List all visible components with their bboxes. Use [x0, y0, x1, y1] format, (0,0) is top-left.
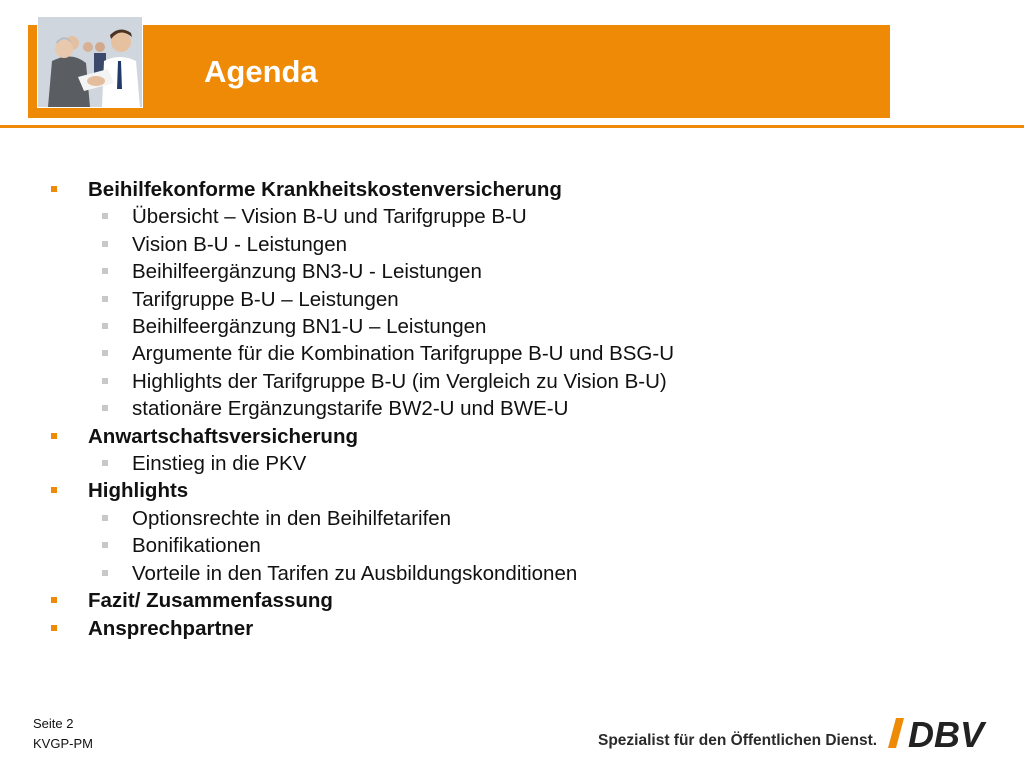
agenda-subitem-label: Beihilfeergänzung BN1-U – Leistungen [132, 315, 487, 339]
agenda-subitem-label: Optionsrechte in den Beihilfetarifen [132, 506, 452, 530]
header-divider [0, 125, 1024, 128]
company-slogan: Spezialist für den Öffentlichen Dienst. [598, 732, 878, 749]
agenda-subitem-label: Highlights der Tarifgruppe B-U (im Vergleich zu Vision B-U) [132, 369, 667, 393]
agenda-subitem [48, 313, 674, 340]
agenda-subitem [48, 450, 674, 477]
square-bullet-icon [51, 186, 57, 192]
agenda-subitem [48, 532, 674, 559]
header-band [28, 25, 890, 118]
square-bullet-icon [102, 350, 108, 356]
square-bullet-icon [51, 597, 57, 603]
agenda-subitem-label: Bonifikationen [132, 534, 261, 558]
agenda-subitem-label: Übersicht – Vision B-U und Tarifgruppe B-U [132, 205, 527, 229]
square-bullet-icon [102, 460, 108, 466]
square-bullet-icon [102, 515, 108, 521]
agenda-subitem-label: Vorteile in den Tarifen zu Ausbildungskonditionen [132, 561, 578, 585]
agenda-section [48, 423, 674, 450]
agenda-subitem-label: Tarifgruppe B-U – Leistungen [132, 287, 399, 311]
square-bullet-icon [102, 570, 108, 576]
dbv-logo [886, 714, 1004, 752]
agenda-subitem-label: Beihilfeergänzung BN3-U - Leistungen [132, 260, 482, 284]
agenda-subitem [48, 203, 674, 230]
agenda-section-label: Ansprechpartner [88, 616, 254, 640]
agenda-subitem [48, 258, 674, 285]
agenda-subitem [48, 560, 674, 587]
agenda-section-label: Highlights [88, 479, 189, 503]
square-bullet-icon [102, 323, 108, 329]
logo-text: DBV [908, 714, 985, 752]
agenda-section-label: Beihilfekonforme Krankheitskostenversicherung [88, 178, 562, 201]
header-photo [37, 16, 143, 108]
agenda-subitem-label: Einstieg in die PKV [132, 452, 307, 476]
agenda-subitem-label: Vision B-U - Leistungen [132, 232, 347, 256]
agenda-list [48, 176, 674, 642]
agenda-section [48, 176, 674, 203]
agenda-section [48, 587, 674, 614]
square-bullet-icon [102, 296, 108, 302]
agenda-subitem-label: stationäre Ergänzungstarife BW2-U und BWE-U [132, 397, 569, 421]
agenda-subitem-label: Argumente für die Kombination Tarifgruppe B-U und BSG-U [132, 342, 675, 366]
agenda-subitem [48, 231, 674, 258]
square-bullet-icon [51, 625, 57, 631]
agenda-section [48, 615, 674, 642]
square-bullet-icon [102, 405, 108, 411]
document-code: KVGP-PM [33, 736, 93, 751]
square-bullet-icon [102, 213, 108, 219]
agenda-section [48, 477, 674, 504]
agenda-section-label: Anwartschaftsversicherung [88, 424, 359, 448]
agenda-section-label: Fazit/ Zusammenfassung [88, 589, 333, 613]
square-bullet-icon [51, 487, 57, 493]
square-bullet-icon [102, 378, 108, 384]
square-bullet-icon [51, 433, 57, 439]
square-bullet-icon [102, 241, 108, 247]
square-bullet-icon [102, 268, 108, 274]
agenda-subitem [48, 340, 674, 367]
agenda-subitem [48, 368, 674, 395]
square-bullet-icon [102, 542, 108, 548]
page-number: Seite 2 [33, 716, 74, 731]
agenda-subitem [48, 395, 674, 422]
agenda-subitem [48, 505, 674, 532]
page-title: Agenda [204, 54, 318, 89]
agenda-subitem [48, 286, 674, 313]
